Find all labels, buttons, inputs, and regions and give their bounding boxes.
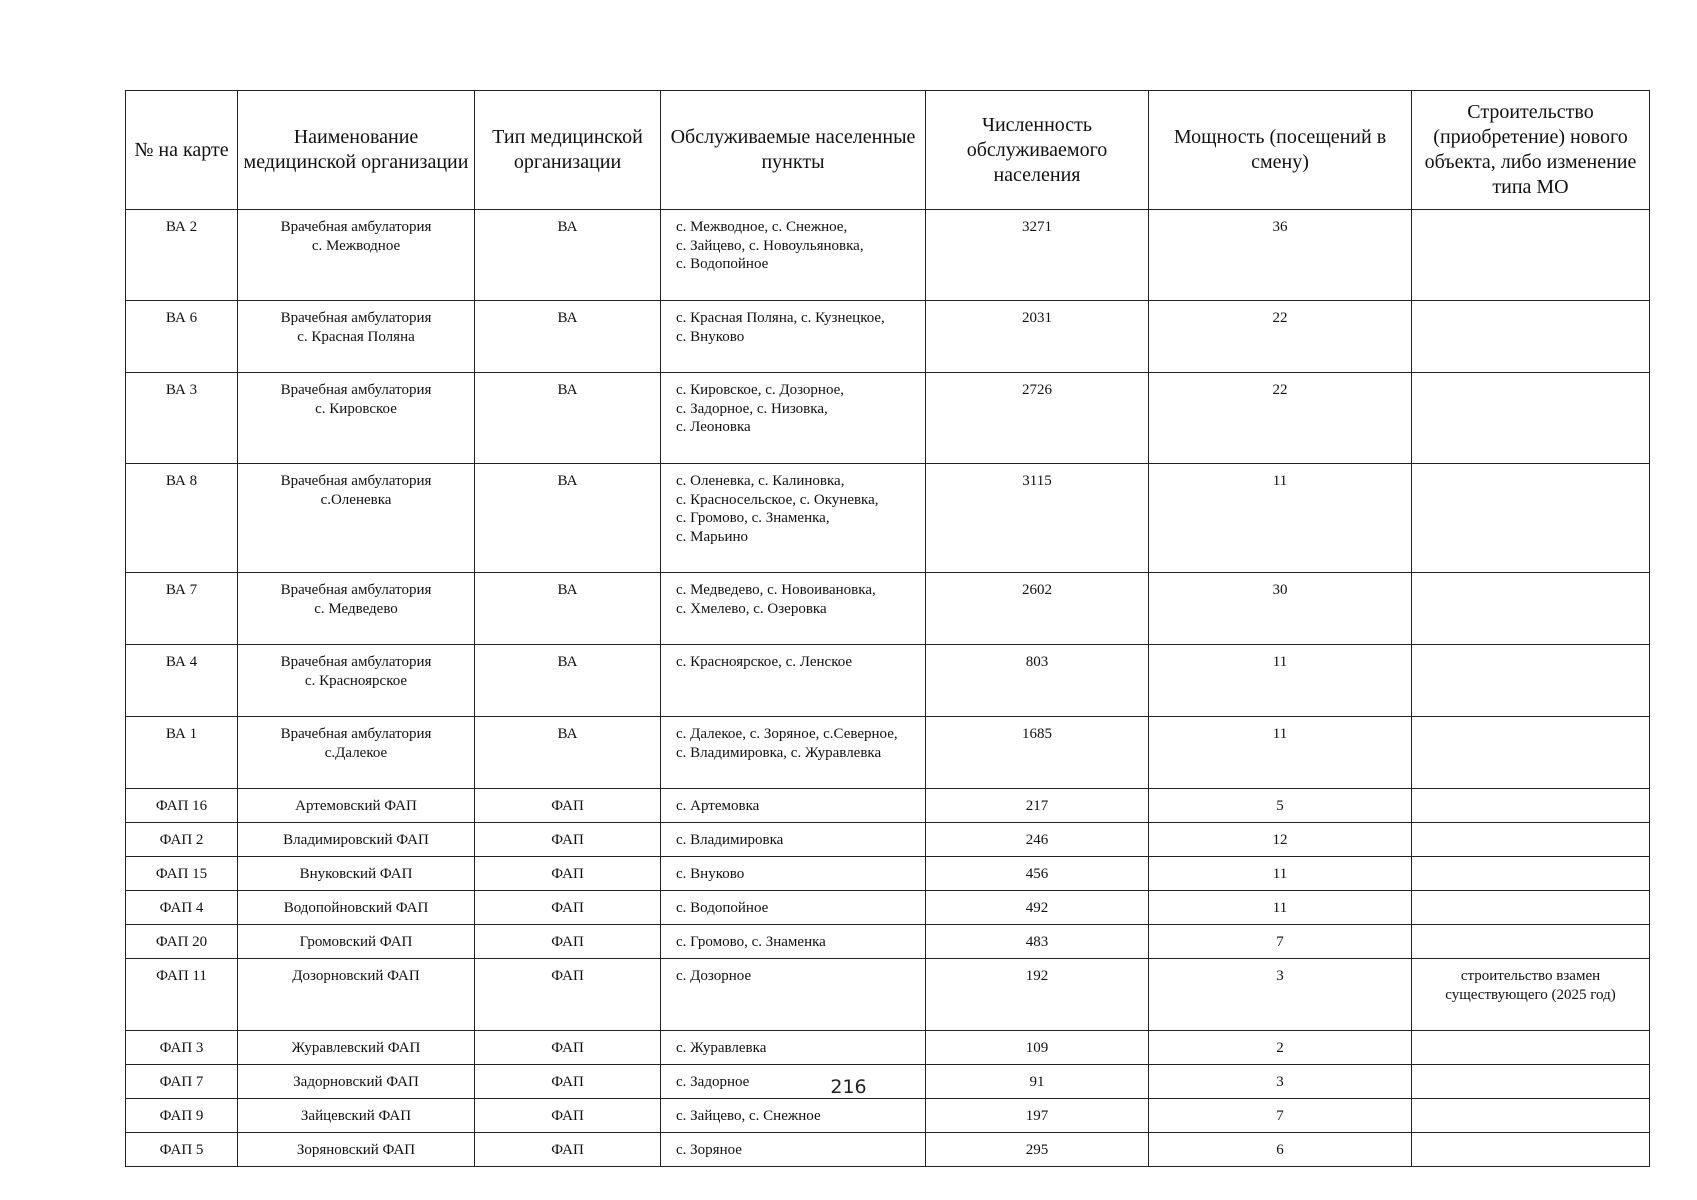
cell-population: 295: [926, 1133, 1149, 1167]
cell-map-number: ФАП 4: [126, 891, 238, 925]
cell-served-localities: с. Артемовка: [661, 789, 926, 823]
table-row: [126, 857, 1650, 891]
cell-served-localities: с. Кировское, с. Дозорное, с. Задорное, с. Низовка, с. Леоновка: [661, 373, 926, 464]
cell-organization-type: ВА: [475, 573, 661, 645]
cell-construction-note: [1412, 1133, 1650, 1167]
cell-organization-name: Громовский ФАП: [238, 925, 475, 959]
table-row: [126, 891, 1650, 925]
cell-construction-note: [1412, 573, 1650, 645]
cell-population: 217: [926, 789, 1149, 823]
cell-served-localities: с. Зоряное: [661, 1133, 926, 1167]
cell-population: 3115: [926, 464, 1149, 573]
table-row: [126, 301, 1650, 373]
page-number: 216: [830, 1076, 867, 1098]
cell-served-localities: с. Журавлевка: [661, 1031, 926, 1065]
cell-map-number: ФАП 7: [126, 1065, 238, 1099]
cell-organization-type: ФАП: [475, 959, 661, 1031]
cell-capacity: 11: [1149, 464, 1412, 573]
header-capacity: Мощность (посещений в смену): [1149, 91, 1412, 210]
cell-map-number: ВА 4: [126, 645, 238, 717]
table-row: [126, 789, 1650, 823]
cell-organization-name: Дозорновский ФАП: [238, 959, 475, 1031]
cell-served-localities: с. Водопойное: [661, 891, 926, 925]
cell-construction-note: [1412, 373, 1650, 464]
cell-construction-note: [1412, 301, 1650, 373]
cell-organization-name: Артемовский ФАП: [238, 789, 475, 823]
cell-organization-name: Водопойновский ФАП: [238, 891, 475, 925]
cell-organization-name: Журавлевский ФАП: [238, 1031, 475, 1065]
cell-organization-type: ФАП: [475, 1099, 661, 1133]
cell-capacity: 11: [1149, 645, 1412, 717]
cell-organization-type: ФАП: [475, 1133, 661, 1167]
cell-population: 2726: [926, 373, 1149, 464]
cell-organization-type: ВА: [475, 464, 661, 573]
cell-construction-note: [1412, 717, 1650, 789]
cell-served-localities: с. Зайцево, с. Снежное: [661, 1099, 926, 1133]
cell-construction-note: [1412, 464, 1650, 573]
cell-map-number: ВА 2: [126, 210, 238, 301]
cell-population: 3271: [926, 210, 1149, 301]
table-row: [126, 1099, 1650, 1133]
cell-organization-type: ВА: [475, 717, 661, 789]
cell-map-number: ФАП 5: [126, 1133, 238, 1167]
cell-map-number: ФАП 9: [126, 1099, 238, 1133]
cell-organization-type: ФАП: [475, 1031, 661, 1065]
cell-population: 492: [926, 891, 1149, 925]
cell-construction-note: [1412, 1099, 1650, 1133]
cell-capacity: 22: [1149, 301, 1412, 373]
cell-map-number: ФАП 16: [126, 789, 238, 823]
cell-organization-type: ФАП: [475, 891, 661, 925]
cell-construction-note: [1412, 210, 1650, 301]
cell-capacity: 30: [1149, 573, 1412, 645]
cell-organization-type: ФАП: [475, 857, 661, 891]
cell-served-localities: с. Владимировка: [661, 823, 926, 857]
table-row: [126, 573, 1650, 645]
cell-organization-name: Задорновский ФАП: [238, 1065, 475, 1099]
table-row: [126, 1133, 1650, 1167]
table-row: [126, 959, 1650, 1031]
cell-organization-type: ФАП: [475, 925, 661, 959]
cell-map-number: ВА 1: [126, 717, 238, 789]
cell-population: 2602: [926, 573, 1149, 645]
cell-construction-note: [1412, 645, 1650, 717]
cell-served-localities: с. Задорное: [661, 1065, 926, 1099]
cell-organization-name: Врачебная амбулатория с. Медведево: [238, 573, 475, 645]
cell-population: 803: [926, 645, 1149, 717]
cell-organization-type: ВА: [475, 373, 661, 464]
cell-capacity: 36: [1149, 210, 1412, 301]
table-row: [126, 1031, 1650, 1065]
cell-organization-type: ФАП: [475, 823, 661, 857]
cell-organization-name: Внуковский ФАП: [238, 857, 475, 891]
cell-capacity: 11: [1149, 857, 1412, 891]
table-row: [126, 645, 1650, 717]
cell-population: 91: [926, 1065, 1149, 1099]
header-organization-type: Тип медицинской организации: [475, 91, 661, 210]
cell-capacity: 12: [1149, 823, 1412, 857]
header-construction: Строительство (приобретение) нового объекта, либо изменение типа МО: [1412, 91, 1650, 210]
cell-organization-name: Зайцевский ФАП: [238, 1099, 475, 1133]
cell-organization-name: Врачебная амбулатория с. Красная Поляна: [238, 301, 475, 373]
cell-served-localities: с. Медведево, с. Новоивановка, с. Хмелево, с. Озеровка: [661, 573, 926, 645]
cell-served-localities: с. Дозорное: [661, 959, 926, 1031]
cell-construction-note: строительство взамен существующего (2025 год): [1412, 959, 1650, 1031]
table-row: [126, 464, 1650, 573]
cell-map-number: ВА 8: [126, 464, 238, 573]
cell-population: 192: [926, 959, 1149, 1031]
cell-organization-type: ВА: [475, 301, 661, 373]
medical-organizations-table: [125, 90, 1650, 1167]
cell-organization-name: Зоряновский ФАП: [238, 1133, 475, 1167]
header-served-population: Численность обслуживаемого населения: [926, 91, 1149, 210]
cell-construction-note: [1412, 857, 1650, 891]
cell-organization-type: ВА: [475, 210, 661, 301]
cell-population: 109: [926, 1031, 1149, 1065]
cell-organization-name: Врачебная амбулатория с.Далекое: [238, 717, 475, 789]
table-row: [126, 373, 1650, 464]
table-row: [126, 210, 1650, 301]
cell-map-number: ФАП 11: [126, 959, 238, 1031]
table-row: [126, 823, 1650, 857]
header-organization-name: Наименование медицинской организации: [238, 91, 475, 210]
cell-served-localities: с. Красная Поляна, с. Кузнецкое, с. Внуково: [661, 301, 926, 373]
cell-served-localities: с. Межводное, с. Снежное, с. Зайцево, с. Новоульяновка, с. Водопойное: [661, 210, 926, 301]
cell-served-localities: с. Громово, с. Знаменка: [661, 925, 926, 959]
header-map-number: № на карте: [126, 91, 238, 210]
cell-capacity: 6: [1149, 1133, 1412, 1167]
cell-construction-note: [1412, 891, 1650, 925]
cell-map-number: ВА 3: [126, 373, 238, 464]
cell-construction-note: [1412, 925, 1650, 959]
cell-map-number: ВА 6: [126, 301, 238, 373]
cell-map-number: ФАП 20: [126, 925, 238, 959]
cell-organization-name: Врачебная амбулатория с.Оленевка: [238, 464, 475, 573]
cell-organization-name: Врачебная амбулатория с. Красноярское: [238, 645, 475, 717]
cell-construction-note: [1412, 823, 1650, 857]
cell-organization-name: Врачебная амбулатория с. Межводное: [238, 210, 475, 301]
cell-organization-type: ВА: [475, 645, 661, 717]
cell-construction-note: [1412, 789, 1650, 823]
cell-capacity: 5: [1149, 789, 1412, 823]
cell-population: 2031: [926, 301, 1149, 373]
cell-served-localities: с. Красноярское, с. Ленское: [661, 645, 926, 717]
cell-organization-name: Врачебная амбулатория с. Кировское: [238, 373, 475, 464]
cell-construction-note: [1412, 1031, 1650, 1065]
cell-served-localities: с. Далекое, с. Зоряное, с.Северное, с. Владимировка, с. Журавлевка: [661, 717, 926, 789]
cell-map-number: ВА 7: [126, 573, 238, 645]
cell-organization-type: ФАП: [475, 1065, 661, 1099]
cell-population: 1685: [926, 717, 1149, 789]
cell-population: 456: [926, 857, 1149, 891]
cell-capacity: 3: [1149, 959, 1412, 1031]
cell-capacity: 7: [1149, 925, 1412, 959]
cell-population: 483: [926, 925, 1149, 959]
cell-capacity: 7: [1149, 1099, 1412, 1133]
cell-served-localities: с. Оленевка, с. Калиновка, с. Красносельское, с. Окуневка, с. Громово, с. Знаменка, с. Марьино: [661, 464, 926, 573]
cell-organization-type: ФАП: [475, 789, 661, 823]
cell-capacity: 22: [1149, 373, 1412, 464]
cell-served-localities: с. Внуково: [661, 857, 926, 891]
cell-capacity: 11: [1149, 891, 1412, 925]
cell-map-number: ФАП 15: [126, 857, 238, 891]
header-served-localities: Обслуживаемые населенные пункты: [661, 91, 926, 210]
table-row: [126, 717, 1650, 789]
cell-capacity: 11: [1149, 717, 1412, 789]
cell-population: 197: [926, 1099, 1149, 1133]
cell-map-number: ФАП 2: [126, 823, 238, 857]
cell-population: 246: [926, 823, 1149, 857]
table-header-row: [126, 91, 1650, 210]
cell-map-number: ФАП 3: [126, 1031, 238, 1065]
cell-capacity: 3: [1149, 1065, 1412, 1099]
table-body: [126, 210, 1650, 1167]
cell-capacity: 2: [1149, 1031, 1412, 1065]
cell-organization-name: Владимировский ФАП: [238, 823, 475, 857]
table-row: [126, 925, 1650, 959]
